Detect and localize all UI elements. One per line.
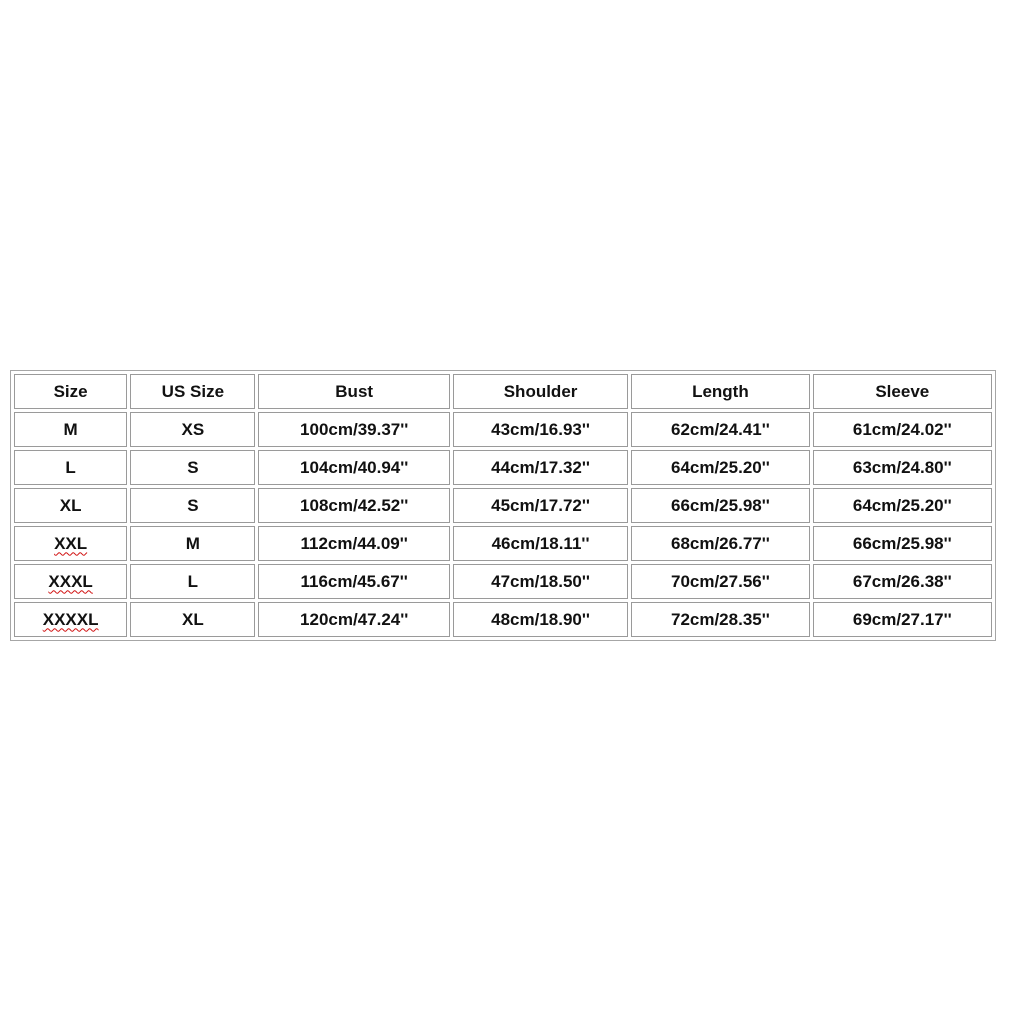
cell-shoulder: 47cm/18.50'' <box>453 564 628 599</box>
cell-sleeve: 63cm/24.80'' <box>813 450 992 485</box>
table-row <box>14 488 992 523</box>
cell-us-size: XL <box>130 602 255 637</box>
cell-size <box>14 602 127 637</box>
cell-shoulder: 43cm/16.93'' <box>453 412 628 447</box>
cell-size: XL <box>14 488 127 523</box>
header-row <box>14 374 992 409</box>
cell-sleeve: 69cm/27.17'' <box>813 602 992 637</box>
cell-shoulder: 44cm/17.32'' <box>453 450 628 485</box>
table-row <box>14 602 992 637</box>
header-size: Size <box>14 374 127 409</box>
header-sleeve: Sleeve <box>813 374 992 409</box>
cell-us-size: XS <box>130 412 255 447</box>
spell-underlined-text: XXXL <box>48 571 93 591</box>
cell-us-size: S <box>130 450 255 485</box>
header-shoulder: Shoulder <box>453 374 628 409</box>
table-row <box>14 412 992 447</box>
table-row <box>14 526 992 561</box>
table-row <box>14 450 992 485</box>
cell-bust: 104cm/40.94'' <box>258 450 449 485</box>
spell-underlined-text: XXL <box>54 533 88 553</box>
spell-underlined-text: XXXXL <box>42 609 99 629</box>
cell-bust: 108cm/42.52'' <box>258 488 449 523</box>
cell-length: 70cm/27.56'' <box>631 564 809 599</box>
cell-size: M <box>14 412 127 447</box>
table-row <box>14 564 992 599</box>
cell-length: 68cm/26.77'' <box>631 526 809 561</box>
cell-size: L <box>14 450 127 485</box>
cell-shoulder: 48cm/18.90'' <box>453 602 628 637</box>
cell-sleeve: 66cm/25.98'' <box>813 526 992 561</box>
cell-us-size: L <box>130 564 255 599</box>
cell-size <box>14 526 127 561</box>
cell-length: 64cm/25.20'' <box>631 450 809 485</box>
cell-length: 72cm/28.35'' <box>631 602 809 637</box>
cell-size <box>14 564 127 599</box>
cell-us-size: M <box>130 526 255 561</box>
cell-length: 66cm/25.98'' <box>631 488 809 523</box>
cell-bust: 116cm/45.67'' <box>258 564 449 599</box>
header-bust: Bust <box>258 374 449 409</box>
cell-shoulder: 46cm/18.11'' <box>453 526 628 561</box>
cell-shoulder: 45cm/17.72'' <box>453 488 628 523</box>
cell-length: 62cm/24.41'' <box>631 412 809 447</box>
header-us-size: US Size <box>130 374 255 409</box>
cell-sleeve: 64cm/25.20'' <box>813 488 992 523</box>
cell-sleeve: 67cm/26.38'' <box>813 564 992 599</box>
size-chart-table <box>10 370 996 641</box>
cell-bust: 120cm/47.24'' <box>258 602 449 637</box>
cell-bust: 112cm/44.09'' <box>258 526 449 561</box>
cell-sleeve: 61cm/24.02'' <box>813 412 992 447</box>
cell-us-size: S <box>130 488 255 523</box>
header-length: Length <box>631 374 809 409</box>
cell-bust: 100cm/39.37'' <box>258 412 449 447</box>
